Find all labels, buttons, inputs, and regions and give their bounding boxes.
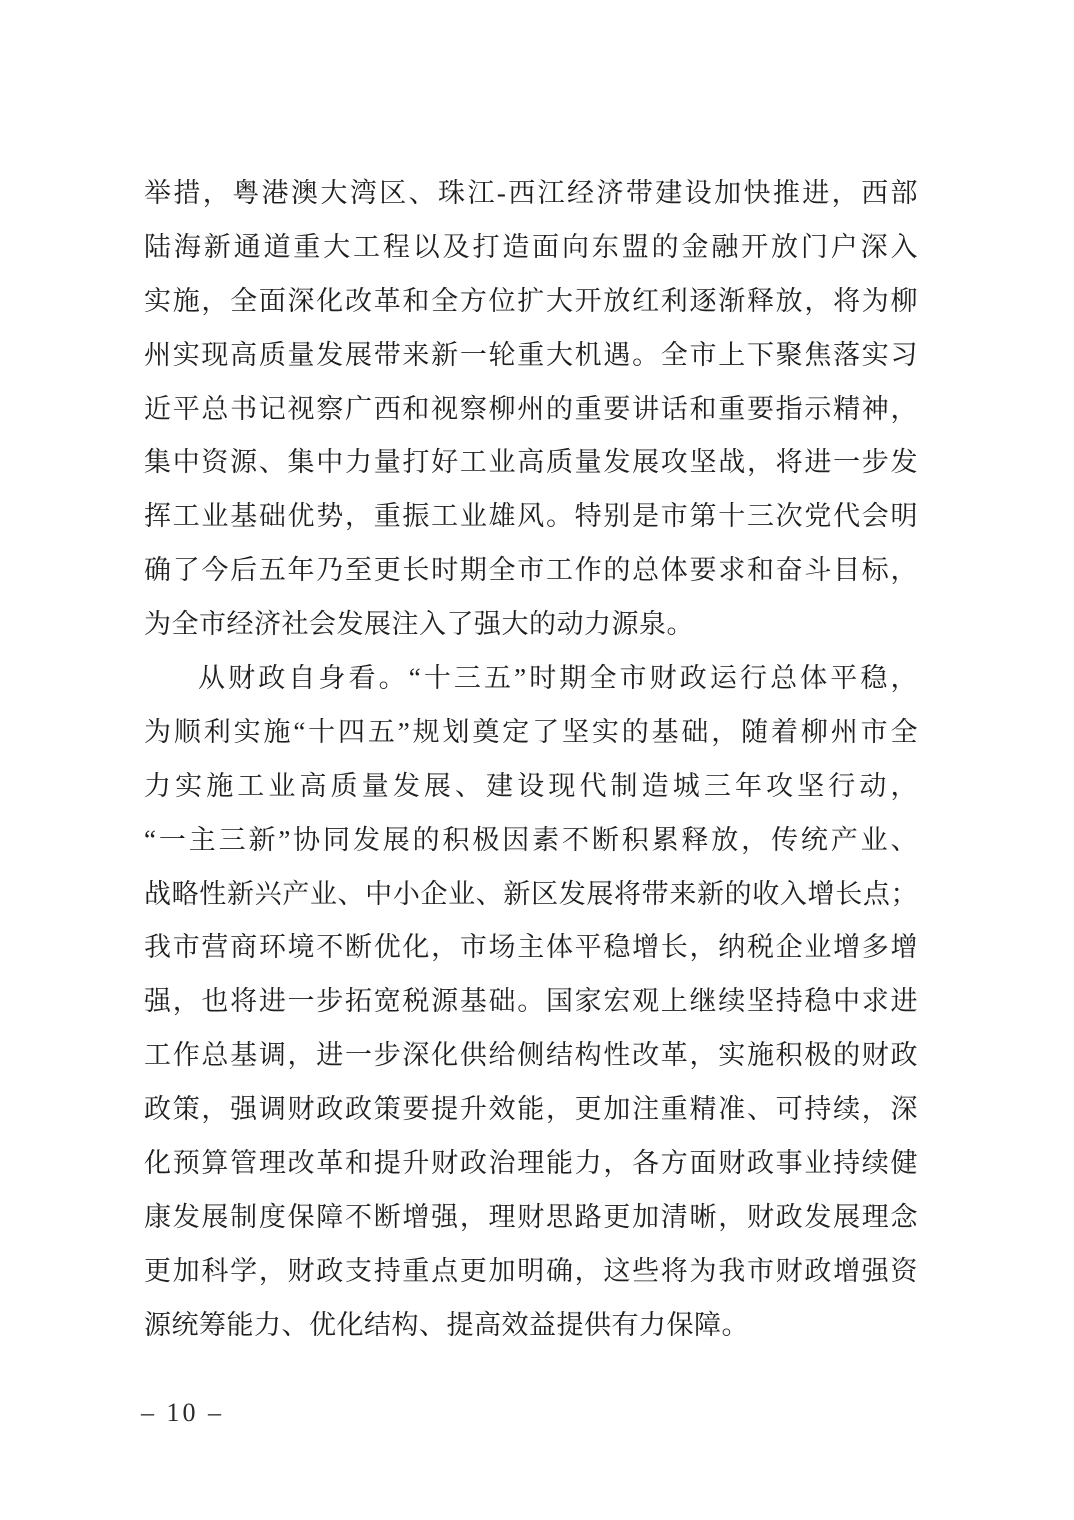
text-line: 陆海新通道重大工程以及打造面向东盟的金融开放门户深入 — [144, 231, 918, 262]
text-line: 集中资源、集中力量打好工业高质量发展攻坚战，将进一步发 — [144, 447, 918, 478]
text-line: 实施，全面深化改革和全方位扩大开放红利逐渐释放，将为柳 — [144, 285, 918, 316]
text-line: 政策，强调财政政策要提升效能，更加注重精准、可持续，深 — [144, 1094, 918, 1125]
page-number: – 10 – — [141, 1398, 224, 1427]
text-line: 我市营商环境不断优化，市场主体平稳增长，纳税企业增多增 — [144, 932, 918, 963]
text-line: 更加科学，财政支持重点更加明确，这些将为我市财政增强资 — [144, 1255, 918, 1286]
text-line: 工作总基调，进一步深化供给侧结构性改革，实施积极的财政 — [144, 1040, 918, 1071]
text-line: 为全市经济社会发展注入了强大的动力源泉。 — [144, 609, 694, 640]
text-line: 举措，粤港澳大湾区、珠江-西江经济带建设加快推进，西部 — [144, 178, 918, 208]
paragraph-2 — [144, 652, 918, 1353]
document-body — [144, 167, 918, 1353]
text-line: “一主三新”协同发展的积极因素不断积累释放，传统产业、 — [144, 824, 918, 855]
text-line: 强，也将进一步拓宽税源基础。国家宏观上继续坚持稳中求进 — [144, 986, 918, 1017]
paragraph-1 — [144, 167, 918, 652]
text-line: 化预算管理改革和提升财政治理能力，各方面财政事业持续健 — [144, 1148, 918, 1179]
text-line: 战略性新兴产业、中小企业、新区发展将带来新的收入增长点； — [144, 878, 918, 909]
text-line: 康发展制度保障不断增强，理财思路更加清晰，财政发展理念 — [144, 1201, 918, 1232]
text-line: 州实现高质量发展带来新一轮重大机遇。全市上下聚焦落实习 — [144, 339, 918, 370]
text-line: 为顺利实施“十四五”规划奠定了坚实的基础，随着柳州市全 — [144, 716, 918, 747]
text-line: 力实施工业高质量发展、建设现代制造城三年攻坚行动， — [144, 770, 918, 801]
text-line: 挥工业基础优势，重振工业雄风。特别是市第十三次党代会明 — [144, 501, 918, 532]
text-line: 源统筹能力、优化结构、提高效益提供有力保障。 — [144, 1309, 749, 1340]
text-line: 从财政自身看。“十三五”时期全市财政运行总体平稳， — [198, 663, 918, 694]
text-line: 确了今后五年乃至更长时期全市工作的总体要求和奋斗目标， — [144, 555, 918, 586]
text-line: 近平总书记视察广西和视察柳州的重要讲话和重要指示精神， — [144, 393, 918, 424]
